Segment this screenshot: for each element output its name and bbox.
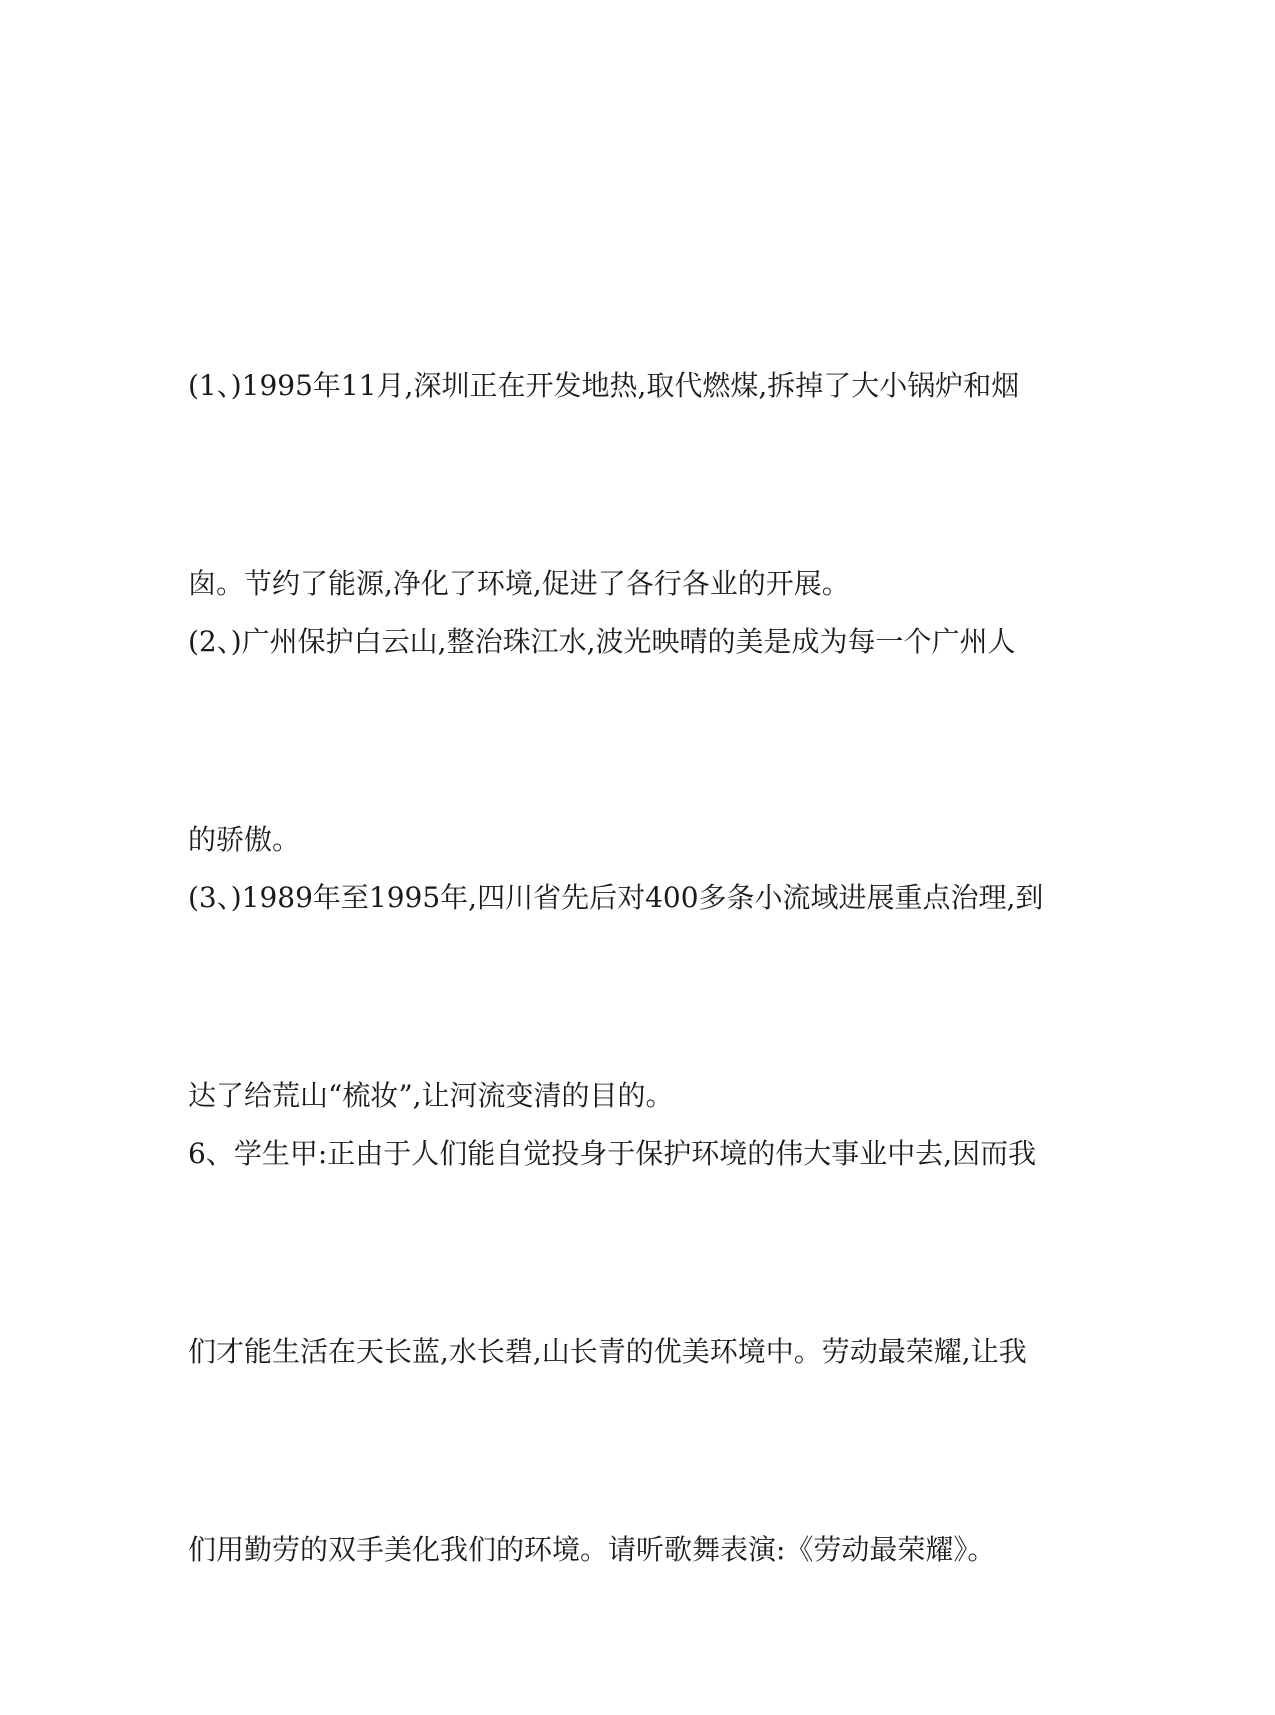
paragraph-line: (2、)广州保护白云山,整治珠江水,波光映晴的美是成为每一个广州人 (188, 625, 1016, 658)
paragraph-line: 达了给荒山“梳妆”,让河流变清的目的。 (188, 1079, 674, 1112)
paragraph-line: 囱。节约了能源,净化了环境,促进了各行各业的开展。 (188, 567, 850, 600)
paragraph-student-a (188, 989, 1073, 1715)
paragraph-line: 的骄傲。 (188, 823, 301, 856)
paragraph-line: (1、)1995年11月,深圳正在开发地热,取代燃煤,拆掉了大小锅炉和烟 (188, 369, 1020, 402)
paragraph-line: (3、)1989年至1995年,四川省先后对400多条小流域进展重点治理,到 (188, 881, 1044, 914)
paragraph-line: 6、学生甲:正由于人们能自觉投身于保护环境的伟大事业中去,因而我 (188, 1137, 1037, 1170)
paragraph-line: 们用勤劳的双手美化我们的环境。请听歌舞表演:《劳动最荣耀》。 (188, 1533, 996, 1566)
paragraph-line: 们才能生活在天长蓝,水长碧,山长青的优美环境中。劳动最荣耀,让我 (188, 1335, 1027, 1368)
